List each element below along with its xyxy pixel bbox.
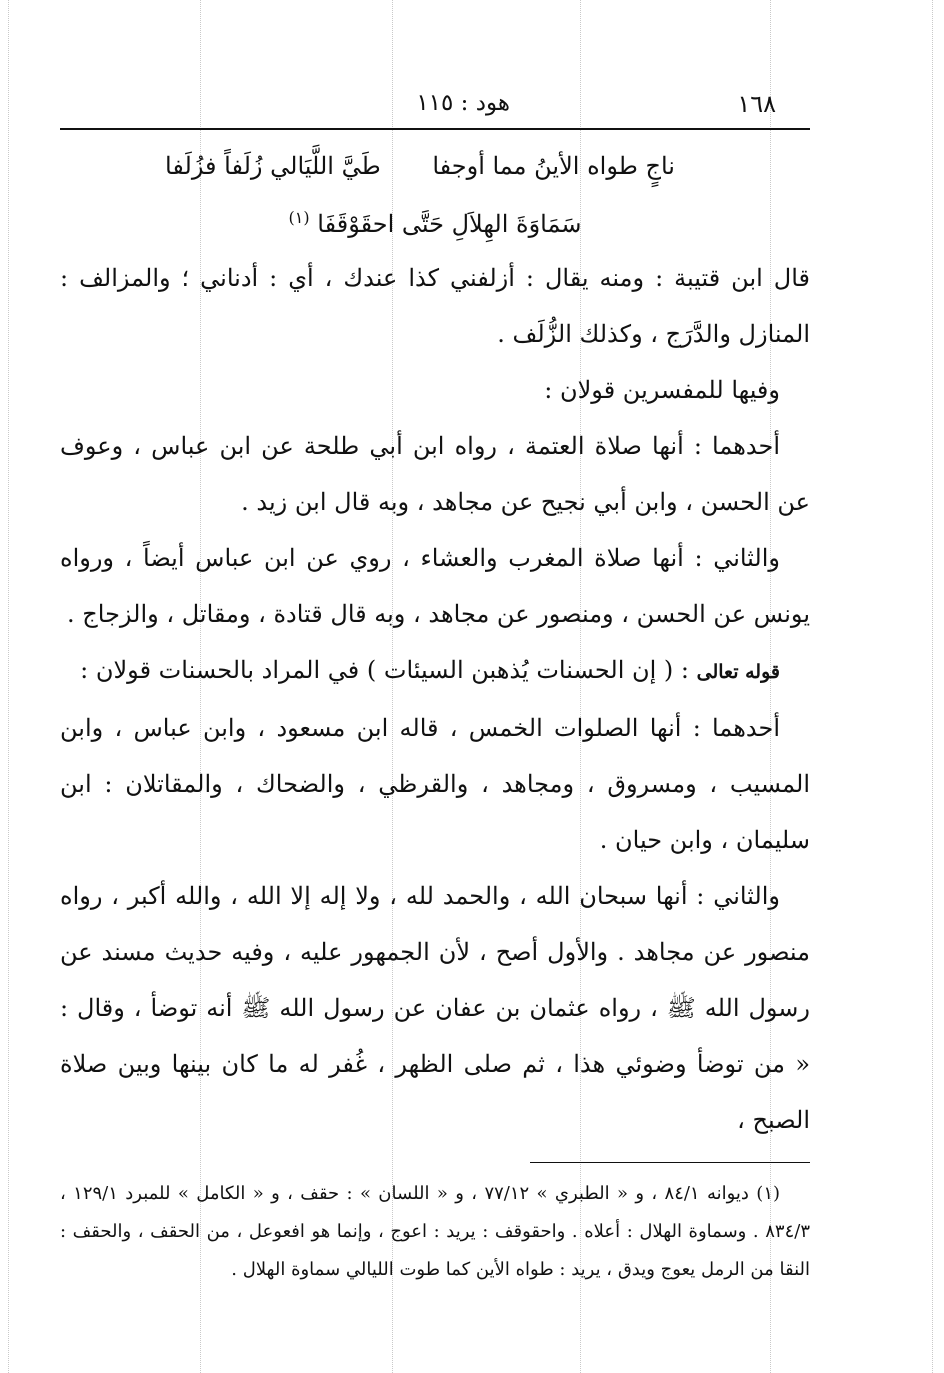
paragraph: وفيها للمفسرين قولان : xyxy=(544,376,780,404)
verse-hemistich: ناجٍ طواه الأينُ مما أوجفا xyxy=(432,152,675,180)
verse-text: سَمَاوَةَ الهِلاَلِ حَتَّى احقَوْقَفَا xyxy=(317,210,582,238)
footnote-rule xyxy=(530,1162,810,1163)
poetry-verse xyxy=(60,140,810,250)
paragraph: والثاني : أنها صلاة المغرب والعشاء ، روي عن ابن عباس أيضاً ، ورواه يونس عن الحسن ، ومنصور عن مجاهد ، وبه قال قتادة ، ومقاتل ، والزجاج . xyxy=(60,544,810,628)
paragraph: أحدهما : أنها صلاة العتمة ، رواه ابن أبي طلحة عن ابن عباس ، وعوف عن الحسن ، وابن أبي نجيح عن مجاهد ، وبه قال ابن زيد . xyxy=(60,432,810,516)
verse-hemistich: طَيَّ اللَّيَالي زُلَفاً فزُلَفا xyxy=(165,152,381,180)
verse-line xyxy=(60,192,810,250)
paragraph: أحدهما : أنها الصلوات الخمس ، قاله ابن مسعود ، وابن عباس ، وابن المسيب ، ومسروق ، ومجاهد ، والقرظي ، والضحاك ، والمقاتلان : ابن سليمان ، وابن حيان . xyxy=(60,714,810,854)
paragraph: قال ابن قتيبة : ومنه يقال : أزلفني كذا عندك ، أي : أدناني ؛ والمزالف : المنازل والدَّرَج ، وكذلك الزُّلَف . xyxy=(60,264,810,348)
paragraph-text: : ( إن الحسنات يُذهبن السيئات ) في المراد بالحسنات قولان : xyxy=(80,656,689,684)
running-title: هود : ١١٥ xyxy=(416,90,510,116)
paragraph: والثاني : أنها سبحان الله ، والحمد لله ، ولا إله إلا الله ، والله أكبر ، رواه منصور عن مجاهد . والأول أصح ، لأن الجمهور عليه ، وفيه حديث مسند عن رسول الله ﷺ ، رواه عثمان بن عفان عن رسول الله ﷺ أنه توضأ ، وقال : « من توضأ وضوئي هذا ، ثم صلى الظهر ، غُفر له ما كان بينها وبين صلاة الصبح ، xyxy=(60,882,810,1134)
footnote: (١) ديوانه ٨٤/١ ، و « الطبري » ٧٧/١٢ ، و « اللسان » : حقف ، و « الكامل » للمبرد ١٢٩/١ ، ٨٣٤/٣ . وسماوة الهلال : أعلاه . واحقوقف : يريد : اعوج ، وإنما هو افعوعل ، من الحقف ، والحقف : النقا من الرمل يعوج ويدق ، يريد : طواه الأين كما طوت الليالي سماوة الهلال . xyxy=(60,1183,810,1280)
guide-line xyxy=(8,0,9,1373)
page-header xyxy=(60,80,810,124)
book-page xyxy=(60,80,810,1289)
paragraph-lead: قوله تعالى xyxy=(696,661,780,683)
page-number: ١٦٨ xyxy=(737,90,776,118)
footnotes xyxy=(60,1175,810,1289)
verse-line xyxy=(60,140,810,192)
paragraph xyxy=(60,642,810,700)
guide-line xyxy=(932,0,933,1373)
main-text xyxy=(60,250,810,1148)
footnote-ref: (١) xyxy=(288,208,310,227)
header-rule xyxy=(60,128,810,130)
